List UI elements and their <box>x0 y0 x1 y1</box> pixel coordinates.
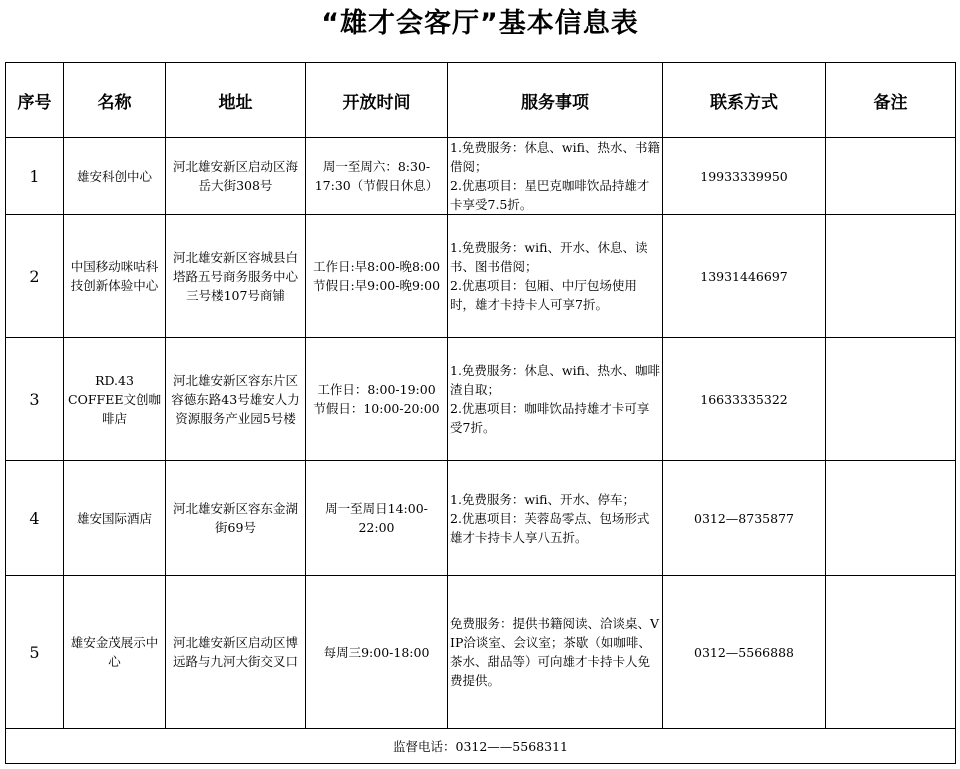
table-row <box>6 576 956 729</box>
service-line: 1.免费服务：休息、wifi、热水、咖啡渣自取； <box>450 363 660 397</box>
row-contact: 19933339950 <box>663 138 826 215</box>
row-index: 2 <box>6 215 64 338</box>
row-index: 3 <box>6 338 64 461</box>
service-line: 2.优惠项目：包厢、中厅包场使用时，雄才卡持卡人可享7折。 <box>450 278 637 312</box>
service-line: 2.优惠项目：星巴克咖啡饮品持雄才卡享受7.5折。 <box>450 178 650 212</box>
hours-line: 节假日:早9:00-晚9:00 <box>312 278 441 293</box>
row-name: 雄安金茂展示中心 <box>64 576 166 729</box>
row-notes <box>826 461 956 576</box>
service-line: 2.优惠项目：咖啡饮品持雄才卡可享受7折。 <box>450 401 650 435</box>
header-index: 序号 <box>6 63 64 138</box>
hours-line: 工作日:早8:00-晚8:00 <box>312 259 441 274</box>
row-index: 1 <box>6 138 64 215</box>
row-notes <box>826 138 956 215</box>
row-contact: 13931446697 <box>663 215 826 338</box>
row-address: 河北雄安新区启动区海岳大街308号 <box>166 138 306 215</box>
supervision-phone: 监督电话：0312——5568311 <box>6 729 956 764</box>
row-name: RD.43 COFFEE文创咖啡店 <box>64 338 166 461</box>
header-hours: 开放时间 <box>306 63 448 138</box>
row-name: 雄安科创中心 <box>64 138 166 215</box>
row-hours <box>306 338 448 461</box>
footer-row <box>6 729 956 764</box>
hours-line: 节假日：10:00-20:00 <box>313 401 440 416</box>
service-line: 1.免费服务：wifi、开水、停车； <box>450 491 635 507</box>
row-index: 4 <box>6 461 64 576</box>
service-line: 1.免费服务：wifi、开水、休息、读书、图书借阅； <box>450 240 648 274</box>
row-address: 河北雄安新区启动区博远路与九河大街交叉口 <box>166 576 306 729</box>
service-line: 免费服务：提供书籍阅读、洽谈桌、VIP洽谈室、会议室；茶歇（如咖啡、茶水、甜品等）可向雄才卡持卡人免费提供。 <box>450 616 660 688</box>
row-services <box>448 338 663 461</box>
row-name: 中国移动咪咕科技创新体验中心 <box>64 215 166 338</box>
service-line: 1.免费服务：休息、wifi、热水、书籍借阅； <box>450 140 660 174</box>
row-notes <box>826 338 956 461</box>
row-contact: 16633335322 <box>663 338 826 461</box>
row-address: 河北雄安新区容东片区容德东路43号雄安人力资源服务产业园5号楼 <box>166 338 306 461</box>
table-row <box>6 338 956 461</box>
table-row <box>6 461 956 576</box>
header-name: 名称 <box>64 63 166 138</box>
table-row <box>6 138 956 215</box>
row-hours: 每周三9:00-18:00 <box>306 576 448 729</box>
row-notes <box>826 215 956 338</box>
header-address: 地址 <box>166 63 306 138</box>
table-row <box>6 215 956 338</box>
header-services: 服务事项 <box>448 63 663 138</box>
row-contact: 0312—8735877 <box>663 461 826 576</box>
row-hours <box>306 215 448 338</box>
row-address: 河北雄安新区容城县白塔路五号商务服务中心三号楼107号商铺 <box>166 215 306 338</box>
row-services <box>448 215 663 338</box>
hours-line: 工作日：8:00-19:00 <box>317 382 436 397</box>
row-hours: 周一至周日14:00-22:00 <box>306 461 448 576</box>
row-hours: 周一至周六：8:30-17:30（节假日休息） <box>306 138 448 215</box>
row-index: 5 <box>6 576 64 729</box>
header-notes: 备注 <box>826 63 956 138</box>
header-row <box>6 63 956 138</box>
info-table <box>5 62 956 764</box>
row-contact: 0312—5566888 <box>663 576 826 729</box>
service-line: 2.优惠项目：芙蓉岛零点、包场形式雄才卡持卡人享八五折。 <box>450 510 650 545</box>
row-name: 雄安国际酒店 <box>64 461 166 576</box>
row-services <box>448 576 663 729</box>
row-services <box>448 138 663 215</box>
header-contact: 联系方式 <box>663 63 826 138</box>
row-address: 河北雄安新区容东金湖街69号 <box>166 461 306 576</box>
page-title: “雄才会客厅”基本信息表 <box>321 8 639 39</box>
row-notes <box>826 576 956 729</box>
row-services <box>448 461 663 576</box>
